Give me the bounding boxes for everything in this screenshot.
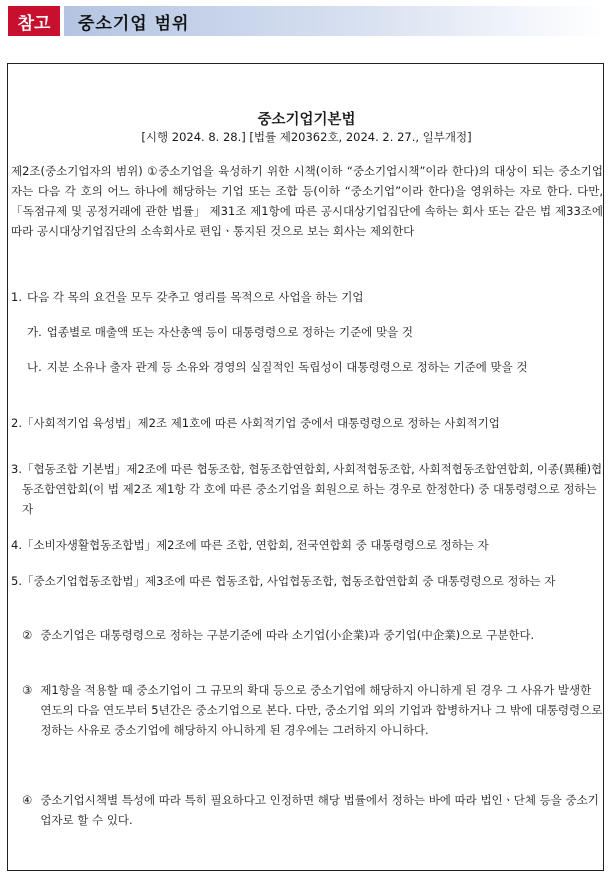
- article-intro: 제2조(중소기업자의 범위) ①중소기업을 육성하기 위한 시책(이하 “중소기업시책”이라 한다)의 대상이 되는 중소기업자는 다음 각 호의 어느 하나에 해당하는 기업 또는 조합 등(이하 “중소기업”이라 한다)을 영위하는 자로 한다. 다만,「독점규제 및 공정거래에 관한 법률」 제31조 제1항에 따른 공시대상기업집단에 속하는 회사 또는 같은 법 제33조에 따라 공시대상기업집단의 소속회사로 편입ㆍ통지된 것으로 보는 회사는 제외한다: [11, 164, 603, 238]
- paragraph: [22, 790, 603, 830]
- section-title: 중소기업 범위: [78, 13, 190, 34]
- item-number: 5.: [11, 574, 22, 588]
- list-item: [11, 535, 603, 555]
- paragraph-text: 중소기업시책별 특성에 따라 특히 필요하다고 인정하면 해당 법률에서 정하는 바에 따라 법인ㆍ단체 등을 중소기업자로 할 수 있다.: [40, 793, 599, 827]
- list-item: [11, 287, 603, 307]
- item-text: 「소비자생활협동조합법」제2조에 따른 조합, 연합회, 전국연합회 중 대통령령으로 정하는 자: [21, 538, 489, 552]
- sub-item-text: 지분 소유나 출자 관계 등 소유와 경영의 실질적인 독립성이 대통령령으로 정하는 기준에 맞을 것: [46, 360, 528, 374]
- law-enforcement-info: [시행 2024. 8. 28.] [법률 제20362호, 2024. 2. 27., 일부개정]: [141, 130, 472, 144]
- title-band: [64, 6, 605, 36]
- paragraph-number: ④: [22, 793, 33, 807]
- item-number: 2.: [11, 416, 22, 430]
- paragraph-number: ③: [22, 683, 33, 697]
- paragraph-number: ②: [22, 628, 33, 642]
- sub-item-label: 나.: [27, 360, 42, 374]
- list-item: [11, 413, 603, 433]
- paragraph: [22, 625, 603, 645]
- item-number: 4.: [11, 538, 22, 552]
- sub-item-text: 업종별로 매출액 또는 자산총액 등이 대통령령으로 정하는 기준에 맞을 것: [46, 325, 413, 339]
- paragraph-text: 제1항을 적용할 때 중소기업이 그 규모의 확대 등으로 중소기업에 해당하지 아니하게 된 경우 그 사유가 발생한 연도의 다음 연도부터 5년간은 중소기업으로 본다. 다만, 중소기업 외의 기업과 합병하거나 그 밖에 대통령령으로 정하는 사유로 중소기업에 해당하지 아니하게 된 경우에는 그러하지 아니하다.: [40, 683, 603, 737]
- item-text: 「중소기업협동조합법」제3조에 따른 협동조합, 사업협동조합, 협동조합연합회 중 대통령령으로 정하는 자: [21, 574, 556, 588]
- item-text: 다음 각 목의 요건을 모두 갖추고 영리를 목적으로 사업을 하는 기업: [26, 290, 364, 304]
- paragraph-text: 중소기업은 대통령령으로 정하는 구분기준에 따라 소기업(小企業)과 중기업(中企業)으로 구분한다.: [40, 628, 535, 642]
- paragraph: [22, 680, 603, 740]
- sub-item: [27, 357, 603, 377]
- law-title: 중소기업기본법: [257, 112, 356, 128]
- item-number: 1.: [11, 290, 22, 304]
- sub-item: [27, 322, 603, 342]
- item-text: 「협동조합 기본법」제2조에 따른 협동조합, 협동조합연합회, 사회적협동조합, 사회적협동조합연합회, 이종(異種)협동조합연합회(이 법 제2조 제1항 각 호에 따른 중소기업을 회원으로 하는 경우로 한정한다) 중 대통령령으로 정하는 자: [21, 462, 603, 516]
- item-text: 「사회적기업 육성법」제2조 제1호에 따른 사회적기업 중에서 대통령령으로 정하는 사회적기업: [21, 416, 500, 430]
- reference-badge: 참고: [8, 6, 60, 36]
- item-number: 3.: [11, 462, 22, 476]
- list-item: [11, 571, 603, 591]
- sub-item-label: 가.: [27, 325, 42, 339]
- section-header: [8, 6, 605, 36]
- list-item: [11, 459, 603, 519]
